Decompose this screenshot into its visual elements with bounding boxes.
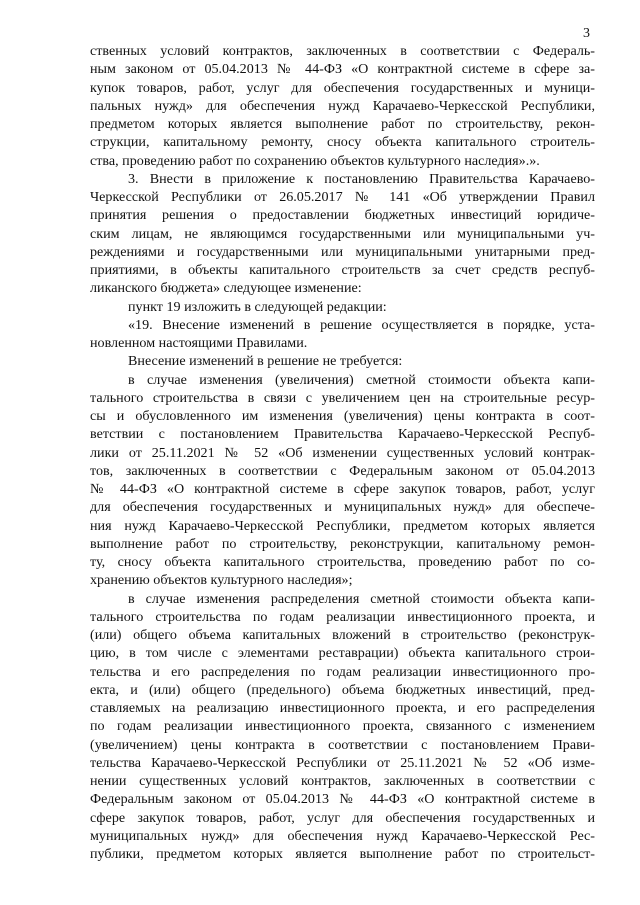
text-line: Внесение изменений в решение не требуется: (128, 353, 403, 370)
text-line: выполнение работ по строительству, реконструкции, капитальному ремон- (90, 535, 595, 552)
text-line: ставляемых на реализацию инвестиционного проекта, и его распределения (90, 700, 595, 716)
text-line: тов, заключенных в соответствии с Федеральным законом от 05.04.2013 (90, 462, 595, 479)
text-line: пункт 19 изложить в следующей редакции: (128, 298, 387, 315)
text-line: в случае изменения (увеличения) сметной стоимости объекта капи- (128, 371, 595, 388)
text-line: ским лицам, не являющимся государственными или муниципальными уч- (90, 225, 595, 242)
text-line: новленном настоящими Правилами. (90, 335, 308, 351)
text-line: ния нужд Карачаево-Черкесской Республики, предметом которых является (90, 517, 595, 534)
text-line: муниципальных нужд» для обеспечения нужд Карачаево-Черкесской Рес- (90, 827, 595, 844)
page-number: 3 (583, 26, 590, 41)
text-line: ветствии с постановлением Правительства Карачаево-Черкесской Респуб- (90, 426, 595, 443)
text-line: для обеспечения государственных и муниципальных нужд» для обеспече- (90, 499, 595, 516)
text-line: (или) общего объема капитальных вложений в строительство (реконструк- (90, 627, 595, 643)
text-line: ликанского бюджета» следующее изменение: (90, 280, 362, 297)
text-line: «19. Внесение изменений в решение осуществляется в порядке, уста- (128, 316, 595, 333)
text-line: струкции, капитальному ремонту, сносу объекта капитального строитель- (90, 134, 595, 151)
text-line: лики от 25.11.2021 № 52 «Об изменении существенных условий контрак- (90, 444, 595, 461)
text-line: № 44-ФЗ «О контрактной системе в сфере закупок товаров, работ, услуг (90, 481, 595, 497)
text-line: екта, и (или) общего (предельного) объема бюджетных инвестиций, пред- (90, 681, 595, 698)
text-line: тального строительства по годам реализации инвестиционного проекта, и (90, 608, 595, 625)
text-line: тального строительства в связи с увеличением цен на строительные ресур- (90, 389, 595, 406)
text-line: 3. Внести в приложение к постановлению Правительства Карачаево- (128, 170, 595, 187)
text-line: хранению объектов культурного наследия»; (90, 572, 353, 589)
text-line: в случае изменения распределения сметной стоимости объекта капи- (128, 590, 595, 607)
text-line: цию, в том числе с элементами реставрации) объекта капитального строи- (90, 645, 595, 662)
text-line: принятия решения о предоставлении бюджетных инвестиций юридиче- (90, 207, 595, 224)
text-line: тельства и его распределения по годам реализации инвестиционного про- (90, 663, 595, 680)
text-line: предметом которых является выполнение работ по строительству, рекон- (90, 116, 595, 132)
text-line: публики, предметом которых является выполнение работ по строительст- (90, 846, 595, 862)
text-line: нении существенных условий контрактов, заключенных в соответствии с (90, 773, 595, 789)
document-body (90, 42, 595, 863)
text-line: ту, сносу объекта капитального строительства, проведению работ по со- (90, 554, 595, 570)
text-line: пальных нужд» для обеспечения нужд Карачаево-Черкесской Республики, (90, 97, 595, 114)
text-line: Федеральным законом от 05.04.2013 № 44-ФЗ «О контрактной системе в (90, 791, 595, 808)
text-line: тельства Карачаево-Черкесской Республики от 25.11.2021 № 52 «Об изме- (90, 754, 595, 771)
text-line: (увеличением) цены контракта в соответствии с постановлением Прави- (90, 736, 595, 753)
text-line: ным законом от 05.04.2013 № 44-ФЗ «О контрактной системе в сфере за- (90, 61, 595, 78)
text-line: сфере закупок товаров, работ, услуг для обеспечения государственных и (90, 809, 595, 826)
text-line: Черкесской Республики от 26.05.2017 № 141 «Об утверждении Правил (90, 189, 595, 205)
text-line: сы и обусловленного им изменения (увеличения) цены контракта в соот- (90, 408, 595, 424)
text-line: реждениями и государственными или муниципальными унитарными пред- (90, 243, 595, 260)
text-line: приятиями, в объекты капитального строительств за счет средств респуб- (90, 262, 595, 278)
text-line: ства, проведению работ по сохранению объектов культурного наследия».». (90, 152, 540, 169)
text-line: по годам реализации инвестиционного проекта, связанного с изменением (90, 718, 595, 735)
text-line: купок товаров, работ, услуг для обеспечения государственных и муници- (90, 79, 595, 96)
text-line: ственных условий контрактов, заключенных в соответствии с Федераль- (90, 43, 595, 59)
